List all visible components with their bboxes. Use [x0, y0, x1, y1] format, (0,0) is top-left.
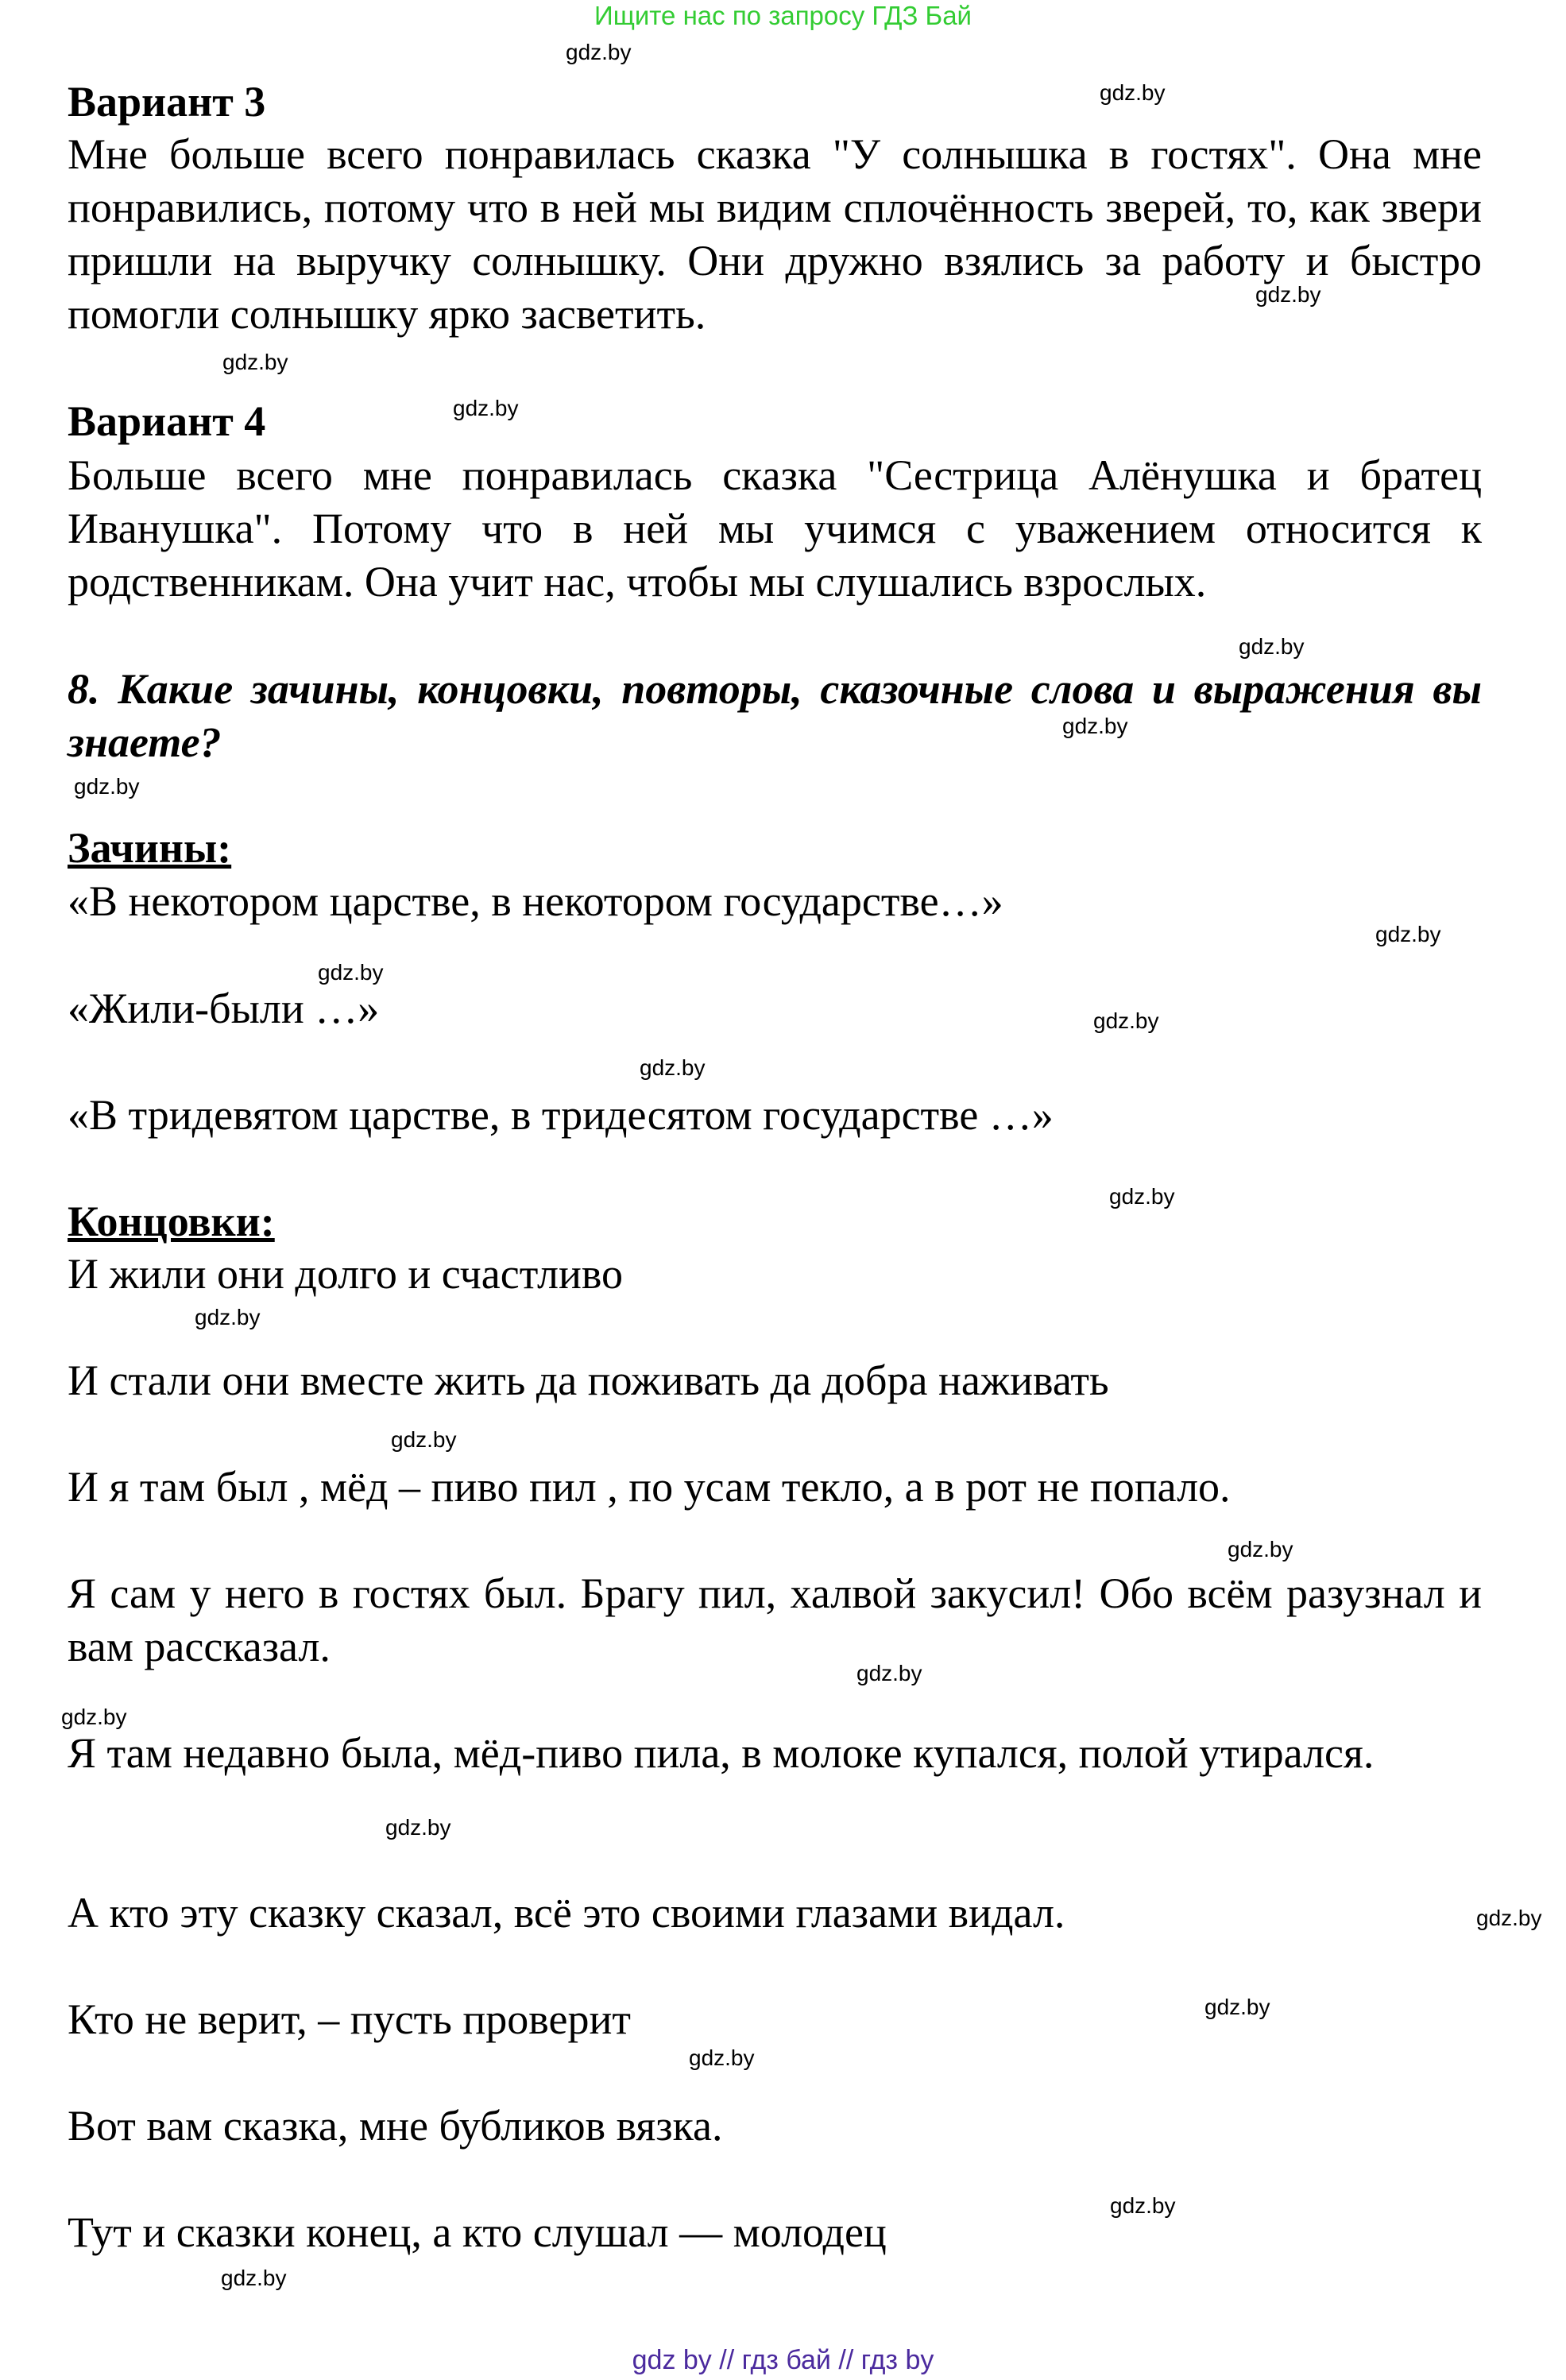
footer-links[interactable]: gdz by // гдз бай // гдз by — [632, 2345, 934, 2375]
watermark: gdz.by — [1476, 1906, 1542, 1930]
beginning-item: «Жили-были …» — [68, 985, 380, 1032]
watermark: gdz.by — [1204, 1995, 1270, 2019]
watermark: gdz.by — [453, 396, 519, 420]
beginnings-title: Зачины: — [68, 824, 232, 872]
watermark: gdz.by — [566, 40, 632, 64]
watermark: gdz.by — [1093, 1008, 1159, 1033]
ending-item: Тут и сказки конец, а кто слушал — молодец — [68, 2208, 887, 2256]
watermark: gdz.by — [856, 1661, 922, 1685]
ending-item: И жили они долго и счастливо — [68, 1250, 623, 1298]
beginning-item: «В тридевятом царстве, в тридесятом государстве …» — [68, 1091, 1054, 1139]
watermark: gdz.by — [1110, 2193, 1176, 2218]
watermark: gdz.by — [318, 960, 384, 985]
watermark: gdz.by — [391, 1427, 457, 1452]
watermark: gdz.by — [221, 2266, 287, 2290]
ending-item: Я сам у него в гостях был. Брагу пил, халвой закусил! Обо всём разузнал и вам рассказал. — [68, 1569, 1482, 1670]
variant-3-text: Мне больше всего понравилась сказка "У солнышка в гостях". Она мне понравились, потому что в ней мы видим сплочённость зверей, то, как звери пришли на выручку солнышку. Они дружно взялись за работу и быстро помогли солнышку ярко засветить. — [68, 130, 1482, 338]
watermark: gdz.by — [222, 350, 288, 374]
question-8: 8. Какие зачины, концовки, повторы, сказочные слова и выражения вы знаете? — [68, 665, 1482, 766]
watermark: gdz.by — [1375, 922, 1441, 946]
watermark: gdz.by — [195, 1305, 261, 1329]
watermark: gdz.by — [1062, 714, 1128, 738]
ending-item: А кто эту сказку сказал, всё это своими глазами видал. — [68, 1889, 1065, 1937]
ending-item: Вот вам сказка, мне бубликов вязка. — [68, 2102, 723, 2150]
variant-3-title: Вариант 3 — [68, 78, 266, 126]
top-banner[interactable]: Ищите нас по запросу ГДЗ Бай — [594, 1, 972, 30]
ending-item: Кто не верит, – пусть проверит — [68, 1995, 631, 2043]
watermark: gdz.by — [1239, 634, 1305, 659]
watermark: gdz.by — [74, 774, 140, 799]
watermark: gdz.by — [385, 1815, 451, 1840]
variant-4-title: Вариант 4 — [68, 397, 266, 445]
endings-title: Концовки: — [68, 1198, 275, 1245]
ending-item: И я там был , мёд – пиво пил , по усам текло, а в рот не попало. — [68, 1463, 1231, 1511]
watermark: gdz.by — [1100, 80, 1166, 105]
watermark: gdz.by — [1228, 1537, 1293, 1562]
ending-item: И стали они вместе жить да поживать да добра наживать — [68, 1356, 1109, 1404]
ending-item: Я там недавно была, мёд-пиво пила, в молоке купался, полой утирался. — [68, 1729, 1375, 1777]
watermark: gdz.by — [689, 2045, 755, 2070]
watermark: gdz.by — [1109, 1184, 1175, 1209]
watermark: gdz.by — [61, 1705, 127, 1729]
beginning-item: «В некотором царстве, в некотором государстве…» — [68, 877, 1003, 925]
watermark: gdz.by — [640, 1055, 706, 1080]
watermark: gdz.by — [1255, 282, 1321, 307]
variant-4-text: Больше всего мне понравилась сказка "Сестрица Алёнушка и братец Иванушка". Потому что в ней мы учимся с уважением относится к родственникам. Она учит нас, чтобы мы слушались взрослых. — [68, 451, 1482, 606]
